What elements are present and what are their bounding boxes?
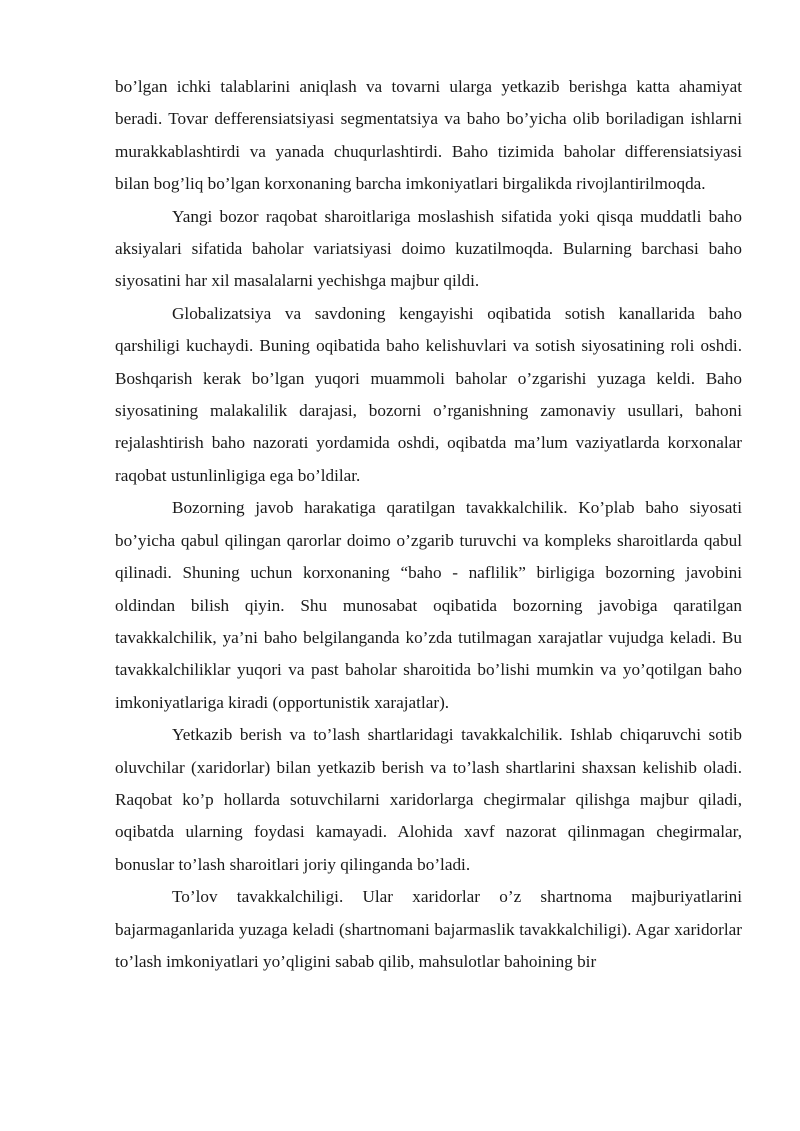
- paragraph-payment-risk: To’lov tavakkalchiligi. Ular xaridorlar o’z shartnoma majburiyatlarini bajarmaganlarida yuzaga keladi (shartnomani bajarmaslik tavakkalchiligi). Agar xaridorlar to’lash imkoniyatlari yo’qligini sabab qilib, mahsulotlar bahoining bir: [115, 887, 742, 971]
- paragraph-delivery-payment-risk: Yetkazib berish va to’lash shartlaridagi tavakkalchilik. Ishlab chiqaruvchi sotib oluvchilar (xaridorlar) bilan yetkazib berish va to’lash shartlarini shaxsan kelishib oladi. Raqobat ko’p hollarda sotuvchilarni xaridorlarga chegirmalar qilishga majbur qiladi, oqibatda ularning foydasi kamayadi. Alohida xavf nazorat qilinmagan chegirmalar, bonuslar to’lash sharoitlari joriy qilinganda bo’ladi.: [115, 725, 742, 874]
- paragraph-price-variation: Yangi bozor raqobat sharoitlariga moslashish sifatida yoki qisqa muddatli baho aksiyalari sifatida baholar variatsiyasi doimo kuzatilmoqda. Bularning barchasi baho siyosatini har xil masalalarni yechishga majbur qildi.: [115, 206, 742, 291]
- paragraph-globalization: Globalizatsiya va savdoning kengayishi oqibatida sotish kanallarida baho qarshiligi kuchaydi. Buning oqibatida baho kelishuvlari va sotish siyosatining roli oshdi. Boshqarish kerak bo’lgan yuqori muammoli baholar o’zgarishi yuzaga keldi. Baho siyosatining malakalilik darajasi, bozorni o’rganishning zamonaviy usullari, bahoni rejalashtirish baho nazorati yordamida oshdi, oqibatda ma’lum vaziyatlarda korxonalar raqobat ustunlinligiga ega bo’ldilar.: [115, 303, 742, 485]
- paragraph-continuation: bo’lgan ichki talablarini aniqlash va tovarni ularga yetkazib berishga katta ahamiyat beradi. Tovar defferensiatsiyasi segmentatsiya va baho bo’yicha olib boriladigan ishlarni murakkablashtirdi va yanada chuqurlashtirdi. Baho tizimida baholar differensiatsiyasi bilan bog’liq bo’lgan korxonaning barcha imkoniyatlari birgalikda rivojlantirilmoqda.: [115, 77, 742, 194]
- body-text: [115, 71, 742, 978]
- paragraph-market-response-risk: Bozorning javob harakatiga qaratilgan tavakkalchilik. Ko’plab baho siyosati bo’yicha qabul qilingan qarorlar doimo o’zgarib turuvchi va kompleks sharoitlarda qabul qilinadi. Shuning uchun korxonaning “baho - naflilik” birligiga bozorning javobini oldindan bilish qiyin. Shu munosabat oqibatida bozorning javobiga qaratilgan tavakkalchilik, ya’ni baho belgilanganda ko’zda tutilmagan xarajatlar vujudga keladi. Bu tavakkalchiliklar yuqori va past baholar sharoitida bo’lishi mumkin va yo’qotilgan baho imkoniyatlariga kiradi (opportunistik xarajatlar).: [115, 498, 742, 712]
